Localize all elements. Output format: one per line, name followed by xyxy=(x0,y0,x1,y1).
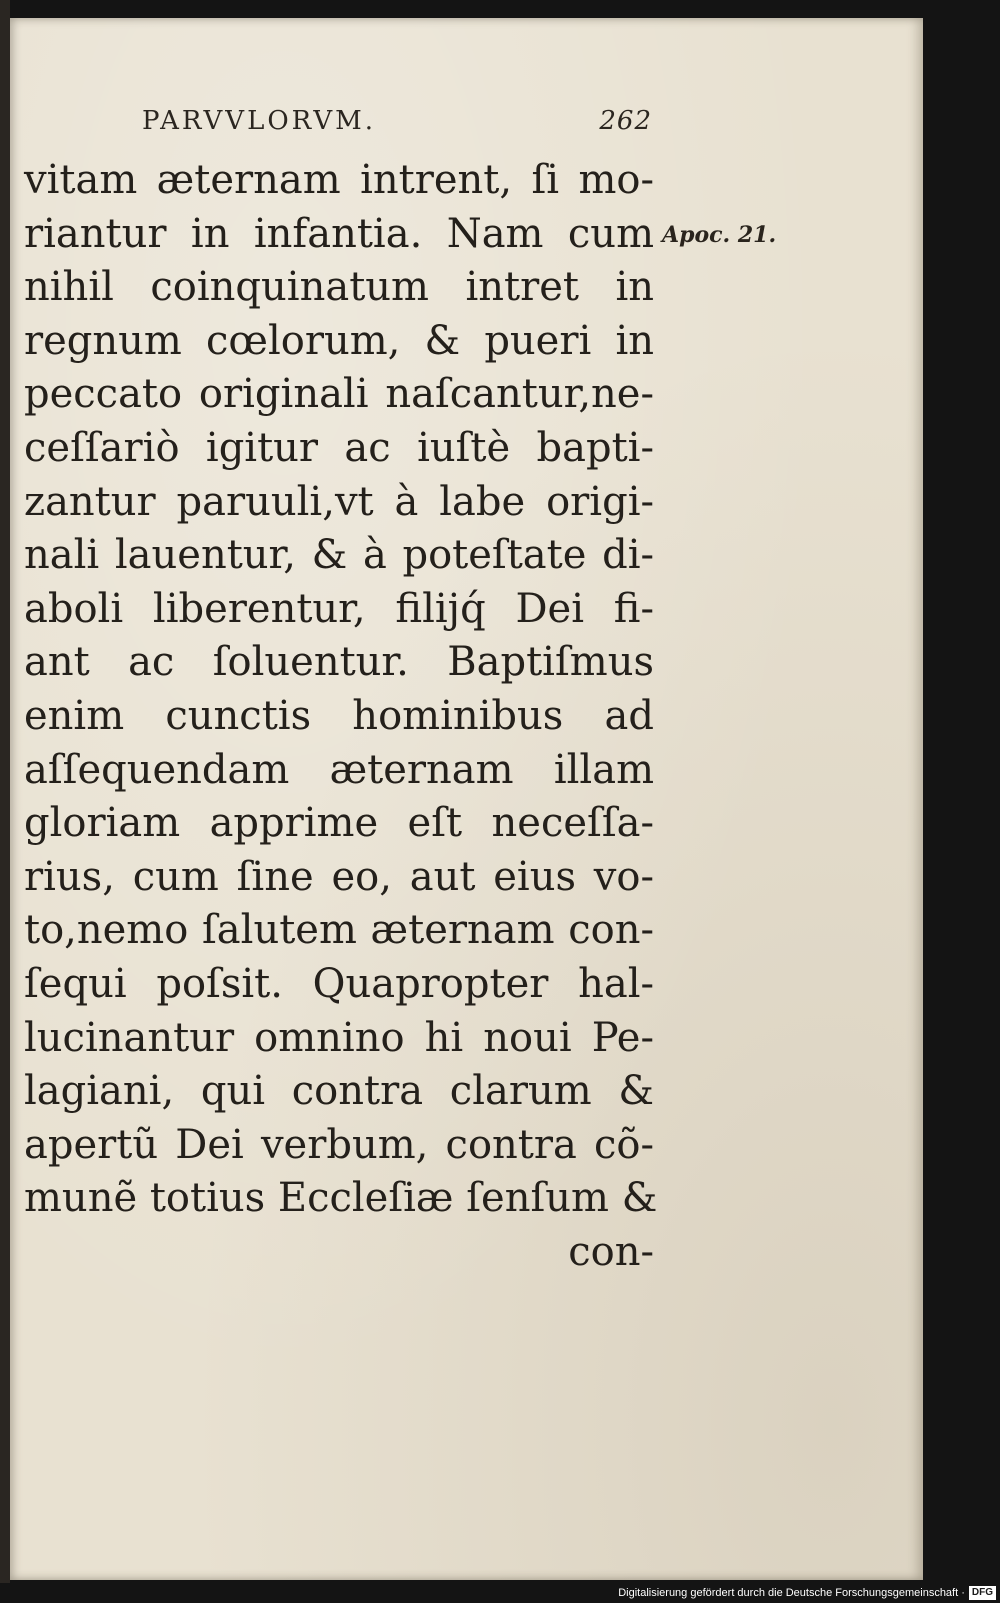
page-number: 262 xyxy=(599,106,652,136)
digitization-credit xyxy=(618,1583,996,1603)
text-line: gloriam apprime eſt neceſſa- xyxy=(24,800,654,847)
text-line: nali lauentur, & à poteſtate di- xyxy=(24,532,654,579)
body-text xyxy=(24,154,658,1279)
text-line: to,nemo ſalutem æternam con- xyxy=(24,907,654,954)
text-line: ant ac ſoluentur. Baptiſmus xyxy=(24,639,654,686)
text-line: munẽ totius Eccleſiæ ſenſum & xyxy=(24,1175,658,1222)
dfg-logo: DFG xyxy=(969,1586,996,1600)
text-line: peccato originali naſcantur,ne- xyxy=(24,371,654,418)
catchword: con- xyxy=(568,1228,654,1275)
text-line: aſſequendam æternam illam xyxy=(24,746,654,793)
text-line: lagiani, qui contra clarum & xyxy=(24,1068,654,1115)
text-line: nihil coinquinatum intret in xyxy=(24,264,654,311)
text-line: rius, cum ſine eo, aut eius vo- xyxy=(24,853,654,900)
book-spine-edge xyxy=(0,0,10,1583)
marginal-note: Apoc. 21. xyxy=(662,222,777,248)
text-line: ſequi poſsit. Quapropter hal- xyxy=(24,960,654,1007)
text-line: apertũ Dei verbum, contra cõ- xyxy=(24,1121,654,1168)
credit-text: Digitalisierung gefördert durch die Deutsche Forschungsgemeinschaft · xyxy=(618,1587,965,1599)
text-line: ceſſariò igitur ac iuſtè bapti- xyxy=(24,424,654,471)
text-line: riantur in infantia. Nam cum xyxy=(24,210,654,257)
running-title: PARVVLORVM. xyxy=(142,106,376,136)
page-header xyxy=(142,104,652,138)
text-line: vitam æternam intrent, ſi mo- xyxy=(24,157,654,203)
text-line: regnum cœlorum, & pueri in xyxy=(24,317,654,364)
text-line: lucinantur omnino hi noui Pe- xyxy=(24,1014,654,1061)
text-line: zantur paruuli,vt à labe origi- xyxy=(24,478,654,525)
text-line: aboli liberentur, filijq́ Dei fi- xyxy=(24,585,654,632)
text-line: enim cunctis hominibus ad xyxy=(24,692,654,739)
